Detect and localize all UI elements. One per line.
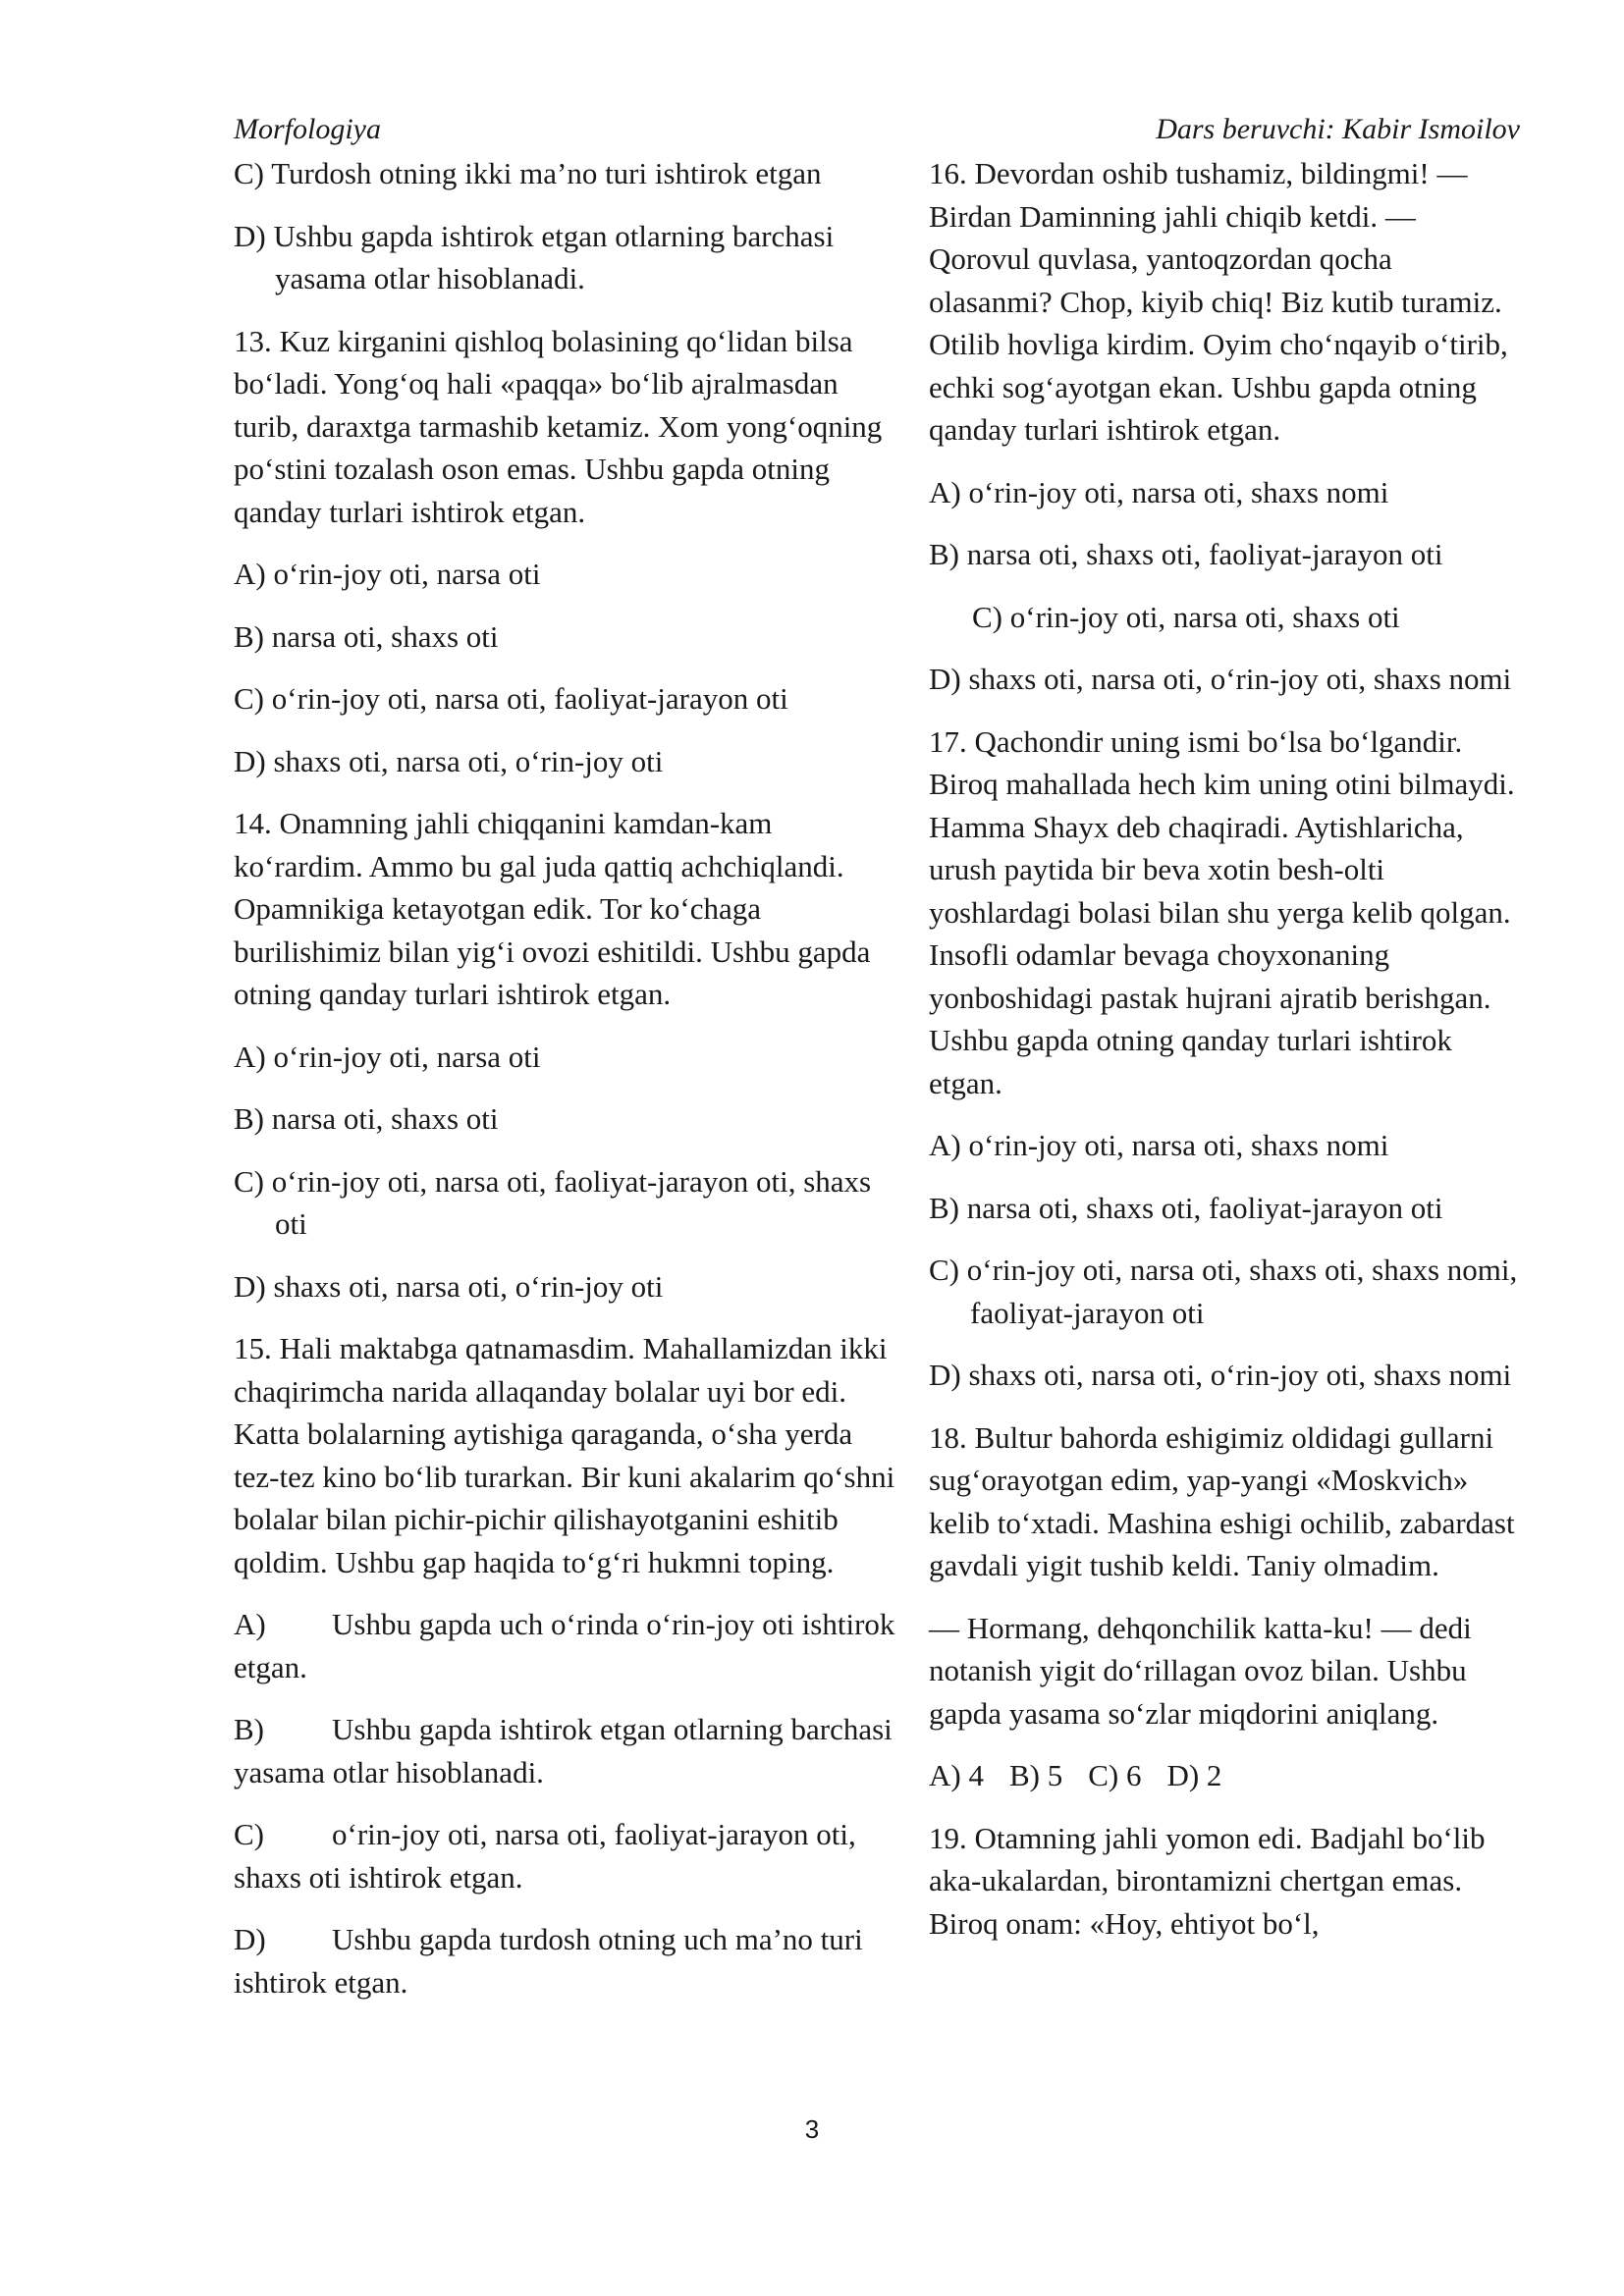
q16-question: 16. Devordan oshib tushamiz, bildingmi! — Birdan Daminning jahli chiqib ketdi. — Qorovul quvlasa, yantoqzordan qocha olasanmi? Chop, kiyib chiq! Biz kutib turamiz. Otilib hovliga kirdim. Oyim cho‘nqayib o‘tirib, echki sog‘ayotgan ekan. Ushbu gapda otning qanday turlari ishtirok etgan. — [929, 156, 1508, 447]
q15-option-d — [234, 1918, 901, 2003]
q13-option-a: A) o‘rin-joy oti, narsa oti — [234, 557, 541, 591]
q13-option-d: D) shaxs oti, narsa oti, o‘rin-joy oti — [234, 743, 664, 778]
q17-option-a: A) o‘rin-joy oti, narsa oti, shaxs nomi — [929, 1128, 1389, 1162]
header-teacher: Dars beruvchi: Kabir Ismoilov — [1156, 113, 1520, 145]
q12-option-c: C) Turdosh otning ikki ma’no turi ishtirok etgan — [234, 156, 822, 190]
q14-option-d: D) shaxs oti, narsa oti, o‘rin-joy oti — [234, 1268, 664, 1304]
q14-option-b: B) narsa oti, shaxs oti — [234, 1101, 499, 1136]
q13-option-c: C) o‘rin-joy oti, narsa oti, faoliyat-jarayon oti — [234, 681, 788, 716]
q15-option-b-text: Ushbu gapda ishtirok etgan otlarning barchasi yasama otlar hisoblanadi. — [234, 1712, 893, 1789]
q15-option-c-label: C) — [234, 1817, 264, 1851]
q15-option-a-text: Ushbu gapda uch o‘rinda o‘rin-joy oti ishtirok etgan. — [234, 1607, 895, 1684]
q16-option-a: A) o‘rin-joy oti, narsa oti, shaxs nomi — [929, 474, 1389, 509]
q13-question: 13. Kuz kirganini qishloq bolasining qo‘lidan bilsa bo‘ladi. Yong‘oq hali «paqqa» bo‘lib ajralmasdan turib, daraxtga tarmashib ketamiz. Xom yong‘oqning po‘stini tozalash oson emas. Ushbu gapda otning qanday turlari ishtirok etgan. — [234, 323, 883, 529]
q18-options — [929, 1754, 1520, 1797]
q13-option-b: B) narsa oti, shaxs oti — [234, 618, 499, 654]
left-column — [234, 152, 901, 2023]
q18-option-b: B) 5 — [1008, 1758, 1063, 1792]
q18-question: 18. Bultur bahorda eshigimiz oldidagi gullarni sug‘orayotgan edim, yap-yangi «Moskvich» kelib to‘xtadi. Mashina eshigi ochilib, zabardast gavdali yigit tushib keldi. Taniy olmadim. — [929, 1419, 1515, 1582]
q18-option-d: D) 2 — [1166, 1758, 1222, 1792]
q15-option-c-text: o‘rin-joy oti, narsa oti, faoliyat-jarayon oti, shaxs oti ishtirok etgan. — [234, 1817, 856, 1895]
q17-option-c: C) o‘rin-joy oti, narsa oti, shaxs oti, shaxs nomi, faoliyat-jarayon oti — [929, 1253, 1518, 1330]
q18-question-continued: — Hormang, dehqonchilik katta-ku! — dedi notanish yigit do‘rillagan ovoz bilan. Ushbu gapda yasama so‘zlar miqdorini aniqlang. — [929, 1610, 1472, 1731]
q15-option-a-label: A) — [234, 1607, 266, 1641]
q14-option-a: A) o‘rin-joy oti, narsa oti — [234, 1039, 541, 1074]
q15-option-b — [234, 1708, 901, 1793]
q18-option-a: A) 4 — [929, 1758, 984, 1792]
q14-option-c: C) o‘rin-joy oti, narsa oti, faoliyat-jarayon oti, shaxs oti — [234, 1163, 872, 1241]
q19-question: 19. Otamning jahli yomon edi. Badjahl bo‘lib aka-ukalardan, birontamizni chertgan emas. Biroq onam: «Hoy, ehtiyot bo‘l, — [929, 1820, 1486, 1941]
q15-option-a — [234, 1603, 901, 1688]
q17-question: 17. Qachondir uning ismi bo‘lsa bo‘lgandir. Biroq mahallada hech kim uning otini bilmaydi. Hamma Shayx deb chaqiradi. Aytishlaricha, urush paytida bir beva xotin besh-olti yoshlardagi bolasi bilan shu yerga kelib qolgan. Insofli odamlar bevaga choyxonaning yonboshidagi pastak hujrani ajratib berishgan. Ushbu gapda otning qanday turlari ishtirok etgan. — [929, 723, 1515, 1100]
q15-option-d-label: D) — [234, 1922, 266, 1956]
q15-option-c — [234, 1813, 901, 1898]
q15-option-b-label: B) — [234, 1712, 264, 1746]
q16-option-d: D) shaxs oti, narsa oti, o‘rin-joy oti, shaxs nomi — [929, 662, 1512, 696]
q15-option-d-text: Ushbu gapda turdosh otning uch ma’no turi ishtirok etgan. — [234, 1922, 863, 2000]
q18-option-c: C) 6 — [1088, 1758, 1142, 1792]
page-number: 3 — [804, 2114, 820, 2144]
q17-option-b: B) narsa oti, shaxs oti, faoliyat-jarayon oti — [929, 1190, 1443, 1225]
q16-option-b: B) narsa oti, shaxs oti, faoliyat-jarayon oti — [929, 537, 1443, 571]
q14-question: 14. Onamning jahli chiqqanini kamdan-kam ko‘rardim. Ammo bu gal juda qattiq achchiqlandi. Opamnikiga ketayotgan edik. Tor ko‘chaga burilishimiz bilan yig‘i ovozi eshitildi. Ushbu gapda otning qanday turlari ishtirok etgan. — [234, 806, 871, 1011]
q17-option-d: D) shaxs oti, narsa oti, o‘rin-joy oti, shaxs nomi — [929, 1358, 1512, 1392]
right-column — [929, 152, 1520, 1964]
q12-option-d: D) Ushbu gapda ishtirok etgan otlarning barchasi yasama otlar hisoblanadi. — [234, 218, 835, 295]
header-subject: Morfologiya — [234, 113, 381, 145]
q15-question: 15. Hali maktabga qatnamasdim. Mahallamizdan ikki chaqirimcha narida allaqanday bolalar uyi bor edi. Katta bolalarning aytishiga qaraganda, o‘sha yerda tez-tez kino bo‘lib turarkan. Bir kuni akalarim qo‘shni bolalar bilan pichir-pichir qilishayotganini eshitib qoldim. Ushbu gap haqida to‘g‘ri hukmni toping. — [234, 1331, 895, 1579]
q16-option-c: C) o‘rin-joy oti, narsa oti, shaxs oti — [972, 599, 1400, 634]
